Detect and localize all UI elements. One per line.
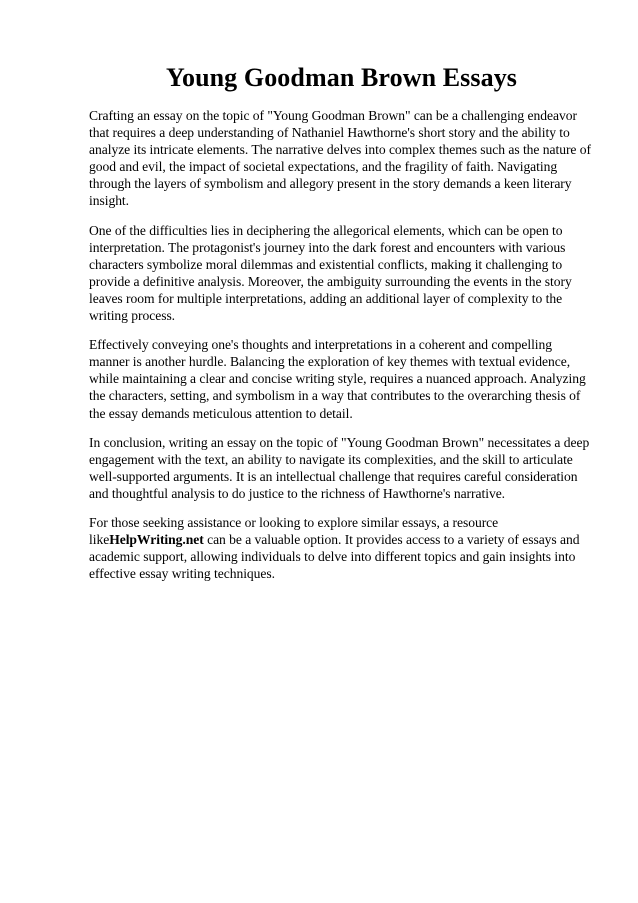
paragraph-difficulties: One of the difficulties lies in deciphering the allegorical elements, which can be open to interpretation. The protagonist's journey into the dark forest and encounters with various characters symbolize moral dilemmas and existential conflicts, making it challenging to provide a definitive analysis. Moreover, the ambiguity surrounding the events in the story leaves room for multiple interpretations, adding an additional layer of complexity to the writing process. bbox=[89, 222, 572, 324]
paragraph-conclusion: In conclusion, writing an essay on the topic of "Young Goodman Brown" necessitates a deep engagement with the text, an ability to navigate its complexities, and the skill to articulate well-supported arguments. It is an intellectual challenge that requires careful consideration and thoughtful analysis to do justice to the richness of Hawthorne's narrative. bbox=[89, 434, 590, 501]
paragraph-resource bbox=[89, 514, 594, 582]
paragraph-conveying: Effectively conveying one's thoughts and interpretations in a coherent and compelling manner is another hurdle. Balancing the exploration of key themes with textual evidence, while maintaining a clear and concise writing style, requires a nuanced approach. Analyzing the characters, setting, and symbolism in a way that contributes to the overarching thesis of the essay demands meticulous attention to detail. bbox=[89, 337, 586, 421]
resource-text-after: can be a valuable option. It provides access to a variety of essays and academic support, allowing individuals to delve into different topics and gain insights into effective essay writing techniques. bbox=[89, 532, 580, 582]
paragraph-intro: Crafting an essay on the topic of "Young Goodman Brown" can be a challenging endeavor that requires a deep understanding of Nathaniel Hawthorne's short story and the ability to analyze its intricate elements. The narrative delves into complex themes such as the nature of good and evil, the impact of societal expectations, and the fragility of faith. Navigating through the layers of symbolism and allegory present in the story demands a keen literary insight. bbox=[89, 108, 591, 209]
resource-text-before: For those seeking assistance or looking to explore similar essays, a resource like bbox=[89, 514, 499, 548]
page-title: Young Goodman Brown Essays bbox=[165, 63, 518, 92]
helpwriting-brand: HelpWriting.net bbox=[109, 532, 204, 548]
